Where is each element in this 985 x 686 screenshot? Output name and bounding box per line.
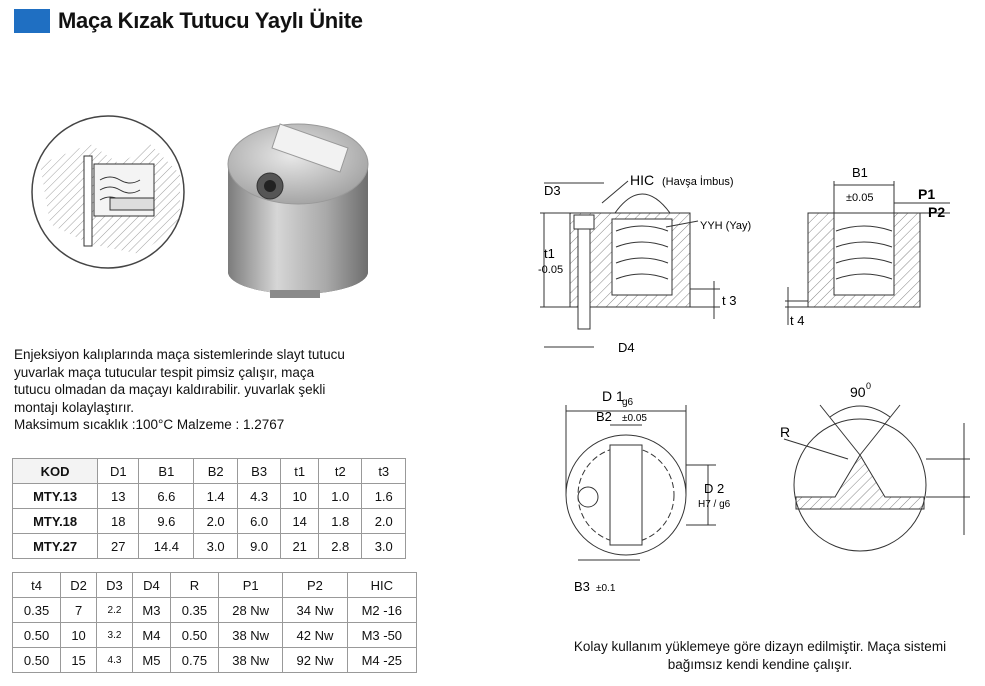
table-cell: 0.35 <box>13 598 61 623</box>
table-cell: 13 <box>98 484 139 509</box>
column-header: t1 <box>281 459 319 484</box>
description <box>14 346 394 434</box>
column-header: R <box>170 573 218 598</box>
table-cell: 2.8 <box>319 534 362 559</box>
label-angle: 90 <box>850 384 866 400</box>
slot-section-view <box>785 165 950 328</box>
label-b3-tol: ±0.1 <box>596 583 616 594</box>
table-cell: 0.50 <box>13 623 61 648</box>
label-b2-tol: ±0.05 <box>622 413 647 424</box>
label-b2: B2 <box>596 409 612 424</box>
column-header: P1 <box>219 573 283 598</box>
description-line: Maksimum sıcaklık :100°C Malzeme : 1.2767 <box>14 417 285 432</box>
table-row <box>13 534 406 559</box>
table-cell: 42 Nw <box>283 623 347 648</box>
table-cell: M4 <box>132 623 170 648</box>
table-row <box>13 623 417 648</box>
product-photo <box>30 104 390 314</box>
table-cell: 18 <box>98 509 139 534</box>
table-cell: 2.2 <box>97 598 133 623</box>
column-header: B1 <box>139 459 194 484</box>
table-cell: 4.3 <box>237 484 280 509</box>
table-row <box>13 648 417 673</box>
page-title: Maça Kızak Tutucu Yaylı Ünite <box>58 8 363 33</box>
table-cell: M3 <box>132 598 170 623</box>
table-cell: 3.0 <box>194 534 237 559</box>
label-b3: B3 <box>574 579 590 594</box>
table-cell: 21 <box>281 534 319 559</box>
table-cell: M3 -50 <box>347 623 416 648</box>
label-d2: D 2 <box>704 481 725 496</box>
table-cell: 2.0 <box>194 509 237 534</box>
label-t1-tol: -0.05 <box>538 264 564 276</box>
label-hic: HIC <box>630 172 655 188</box>
label-t3: t 3 <box>722 293 737 308</box>
note-line: Kolay kullanım yüklemeye göre dizayn edilmiştir. Maça sistemi <box>573 639 947 654</box>
table-cell: 28 Nw <box>219 598 283 623</box>
usage-note <box>540 638 980 674</box>
table-cell: 1.8 <box>319 509 362 534</box>
dimension-table-1 <box>12 458 406 559</box>
column-header: KOD <box>13 459 98 484</box>
table-header-row <box>13 573 417 598</box>
label-r: R <box>780 424 791 440</box>
column-header: P2 <box>283 573 347 598</box>
label-yyh: YYH (Yay) <box>700 220 752 232</box>
label-d4: D4 <box>618 340 635 355</box>
column-header: D4 <box>132 573 170 598</box>
column-header: t3 <box>362 459 406 484</box>
note-line: bağımsız kendi kendine çalışır. <box>667 657 853 672</box>
label-t4: t 4 <box>790 313 805 328</box>
table-cell: 3.2 <box>97 623 133 648</box>
table-cell: MTY.13 <box>13 484 98 509</box>
table-cell: 10 <box>61 623 97 648</box>
column-header: D2 <box>61 573 97 598</box>
table-cell: 2.0 <box>362 509 406 534</box>
description-line: montajı kolaylaştırır. <box>14 399 135 415</box>
label-hic-note: (Havşa İmbus) <box>662 176 734 188</box>
column-header: HIC <box>347 573 416 598</box>
table-cell: 15 <box>61 648 97 673</box>
label-d3: D3 <box>544 183 561 198</box>
table-cell: M4 -25 <box>347 648 416 673</box>
column-header: D3 <box>97 573 133 598</box>
side-section-view <box>538 172 751 355</box>
label-d1-fit: g6 <box>622 397 634 408</box>
table-cell: 0.35 <box>170 598 218 623</box>
description-line: Enjeksiyon kalıplarında maça sistemlerinde slayt tutucu <box>14 347 345 362</box>
column-header: B2 <box>194 459 237 484</box>
table-cell: 14 <box>281 509 319 534</box>
description-line: tutucu olmadan da maçayı kaldırabilir. yuvarlak şekli <box>14 382 326 397</box>
title-accent <box>14 9 50 33</box>
cutaway-view <box>32 116 184 268</box>
table-cell: 27 <box>98 534 139 559</box>
table-cell: 14.4 <box>139 534 194 559</box>
column-header: B3 <box>237 459 280 484</box>
description-line: yuvarlak maça tutucular tespit pimsiz çalışır, maça <box>14 364 315 380</box>
table-cell: 0.75 <box>170 648 218 673</box>
cylinder-photo <box>228 124 368 298</box>
label-b1-tol: ±0.05 <box>846 192 874 204</box>
table-header-row <box>13 459 406 484</box>
table-cell: 92 Nw <box>283 648 347 673</box>
table-cell: 34 Nw <box>283 598 347 623</box>
table-row <box>13 509 406 534</box>
table-cell: 6.6 <box>139 484 194 509</box>
label-angle-unit: 0 <box>866 381 872 391</box>
table-cell: 1.6 <box>362 484 406 509</box>
table-cell: M5 <box>132 648 170 673</box>
table-cell: 9.0 <box>237 534 280 559</box>
table-cell: 38 Nw <box>219 648 283 673</box>
table-cell: 38 Nw <box>219 623 283 648</box>
table-row <box>13 598 417 623</box>
table-cell: 1.0 <box>319 484 362 509</box>
table-cell: MTY.18 <box>13 509 98 534</box>
column-header: t4 <box>13 573 61 598</box>
detail-view <box>780 381 970 551</box>
table-cell: 9.6 <box>139 509 194 534</box>
label-p2: P2 <box>928 204 946 220</box>
label-p1: P1 <box>918 186 936 202</box>
table-cell: 7 <box>61 598 97 623</box>
dimension-table-2 <box>12 572 417 673</box>
table-cell: 4.3 <box>97 648 133 673</box>
label-b1: B1 <box>852 165 868 180</box>
top-view <box>566 388 731 594</box>
table-cell: 1.4 <box>194 484 237 509</box>
label-d2-fit: H7 / g6 <box>698 499 731 510</box>
technical-drawing <box>530 155 980 605</box>
column-header: t2 <box>319 459 362 484</box>
column-header: D1 <box>98 459 139 484</box>
table-cell: 0.50 <box>13 648 61 673</box>
table-cell: 0.50 <box>170 623 218 648</box>
table-cell: 6.0 <box>237 509 280 534</box>
table-row <box>13 484 406 509</box>
table-cell: M2 -16 <box>347 598 416 623</box>
table-cell: MTY.27 <box>13 534 98 559</box>
label-t1: t1 <box>544 246 555 261</box>
label-d1: D 1 <box>602 388 624 404</box>
table-cell: 10 <box>281 484 319 509</box>
table-cell: 3.0 <box>362 534 406 559</box>
